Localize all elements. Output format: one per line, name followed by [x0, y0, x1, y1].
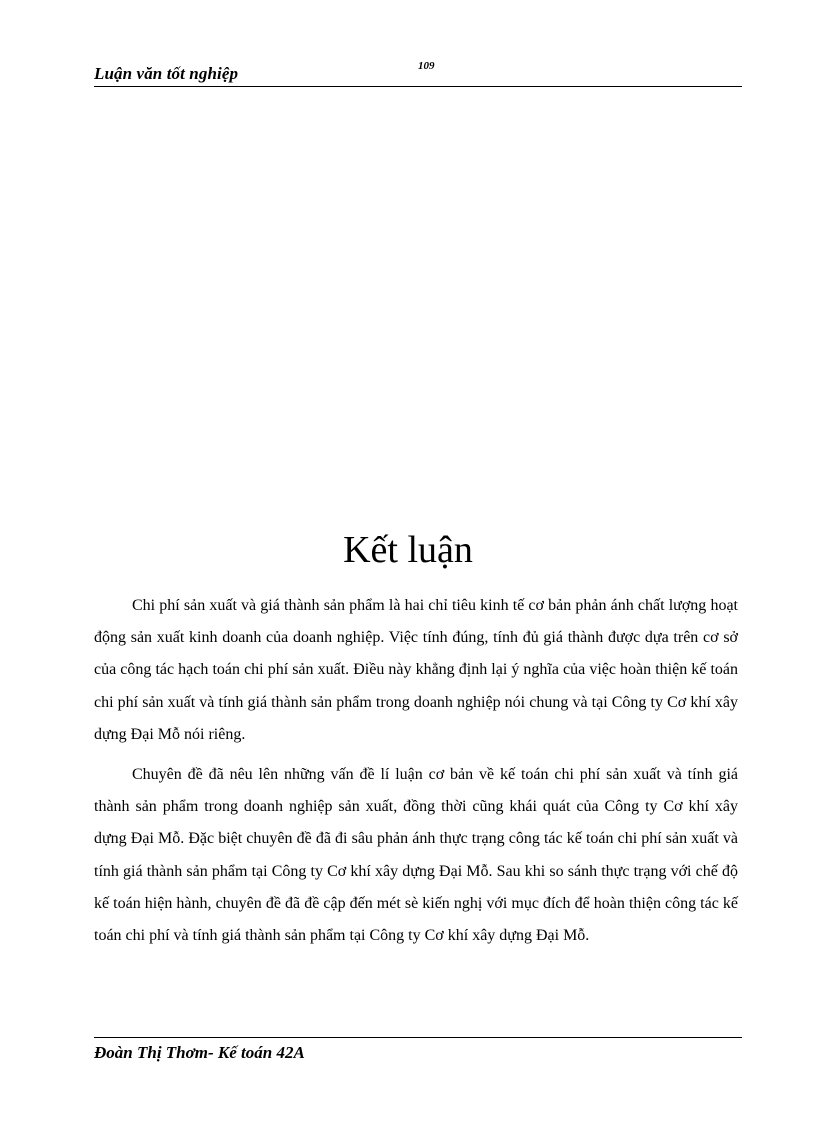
header-title: Luận văn tốt nghiệp: [94, 64, 239, 83]
footer-author: Đoàn Thị Thơm- Kế toán 42A: [94, 1043, 305, 1062]
page-header: [94, 62, 742, 87]
paragraph-2: Chuyên đề đã nêu lên những vấn đề lí luận cơ bản về kế toán chi phí sản xuất và tính giá thành sản phẩm trong doanh nghiệp sản xuất, đồng thời cũng khái quát của Công ty Cơ khí xây dựng Đại Mỗ. Đặc biệt chuyên đề đã đi sâu phản ánh thực trạng công tác kế toán chi phí sản xuất và tính giá thành sản phẩm tại Công ty Cơ khí xây dựng Đại Mỗ. Sau khi so sánh thực trạng với chế độ kế toán hiện hành, chuyên đề đã đề cập đến mét sè kiến nghị với mục đích để hoàn thiện công tác kế toán chi phí và tính giá thành sản phẩm tại Công ty Cơ khí xây dựng Đại Mỗ.: [94, 766, 738, 945]
page-number: 109: [418, 60, 435, 72]
body-text: [94, 590, 738, 960]
paragraph-1: Chi phí sản xuất và giá thành sản phẩm là hai chỉ tiêu kinh tế cơ bản phản ánh chất lượng hoạt động sản xuất kinh doanh của doanh nghiệp. Việc tính đúng, tính đủ giá thành được dựa trên cơ sở của công tác hạch toán chi phí sản xuất. Điều này khẳng định lại ý nghĩa của việc hoàn thiện kế toán chi phí sản xuất và tính giá thành sản phẩm trong doanh nghiệp nói chung và tại Công ty Cơ khí xây dựng Đại Mỗ nói riêng.: [94, 597, 738, 743]
page-footer: [94, 1037, 742, 1062]
chapter-title: Kết luận: [343, 529, 473, 571]
